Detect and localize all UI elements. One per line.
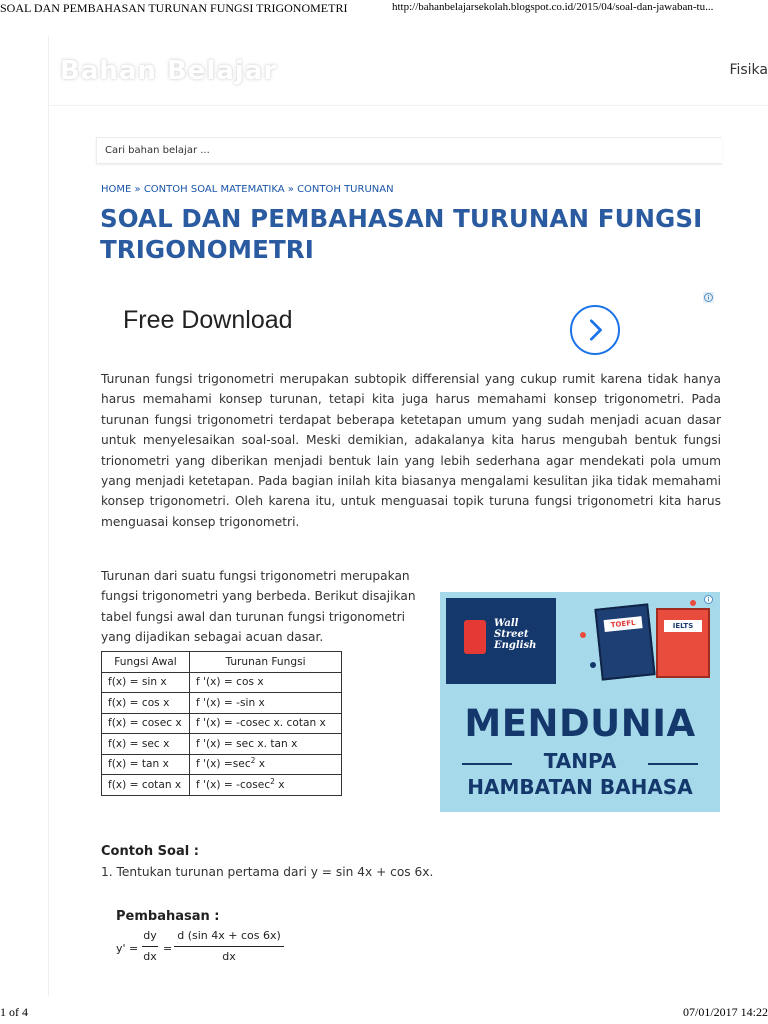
- fraction-bar: [142, 946, 158, 947]
- print-footer: [0, 1002, 768, 1024]
- table-cell-function: f(x) = cotan x: [102, 775, 190, 796]
- wse-logo-block: [446, 598, 556, 684]
- breadcrumb: [101, 184, 394, 195]
- search-input[interactable]: [97, 138, 722, 163]
- fraction-bar: [174, 946, 284, 947]
- formula-lhs: y' =: [116, 942, 139, 955]
- wse-logo-icon: [464, 620, 486, 654]
- decor-dot: [590, 662, 596, 668]
- fraction-numerator: d (sin 4x + cos 6x): [177, 929, 281, 942]
- ad-headline-sub: TANPA: [543, 749, 617, 773]
- breadcrumb-contoh-soal-matematika[interactable]: CONTOH SOAL MATEMATIKA: [143, 184, 285, 195]
- search-box: [96, 137, 722, 164]
- content-left-border: [48, 36, 49, 996]
- table-cell-derivative: f '$(x) =\sec^2$ x: [190, 754, 342, 775]
- table-row: [102, 713, 342, 734]
- table-row: [102, 754, 342, 775]
- contoh-soal-heading: Contoh Soal :: [101, 844, 199, 859]
- ad-headline[interactable]: Free Download: [123, 306, 293, 334]
- table-cell-function: f(x) = cosec x: [102, 713, 190, 734]
- fraction-derivative: [174, 929, 284, 963]
- pembahasan-heading: Pembahasan :: [116, 909, 220, 924]
- table-cell-derivative: f '(x) = -sin x: [190, 693, 342, 714]
- ad-headline-main: MENDUNIA: [464, 702, 696, 745]
- table-row: [102, 672, 342, 693]
- breadcrumb-separator: »: [131, 184, 144, 195]
- ad-banner-side[interactable]: [440, 592, 720, 812]
- breadcrumb-contoh-turunan[interactable]: CONTOH TURUNAN: [297, 184, 394, 195]
- book-label: TOEFL: [604, 616, 643, 632]
- site-logo[interactable]: Bahan Belajar: [60, 56, 278, 86]
- decor-dot: [580, 632, 586, 638]
- post-title: SOAL DAN PEMBAHASAN TURUNAN FUNGSI TRIGONOMETRI: [100, 204, 703, 264]
- table-cell-derivative: f '(x) = sec x. tan x: [190, 734, 342, 755]
- formula-equals: =: [163, 942, 173, 955]
- ad-brand: Wall Street English: [494, 618, 537, 651]
- table-row: [102, 775, 342, 796]
- decor-dot: [690, 600, 696, 606]
- fraction-denominator: dx: [222, 950, 236, 963]
- table-intro-paragraph: Turunan dari suatu fungsi trigonometri merupakan fungsi trigonometri yang berbeda. Berikut disajikan tabel fungsi awal dan turunan fungsi trigonometri yang dijadikan sebagai acuan dasar.: [101, 569, 416, 645]
- column-header: Turunan Fungsi: [190, 652, 342, 673]
- fraction-numerator: dy: [143, 929, 157, 942]
- site-header: [48, 36, 768, 106]
- print-header: [0, 0, 768, 20]
- table-cell-function: f(x) = sec x: [102, 734, 190, 755]
- table-row: [102, 693, 342, 714]
- table-cell-function: f(x) = sin x: [102, 672, 190, 693]
- table-header-row: [102, 652, 342, 673]
- breadcrumb-home[interactable]: HOME: [101, 184, 132, 195]
- print-datetime: 07/01/2017 14:22: [682, 1005, 768, 1019]
- breadcrumb-separator: »: [284, 184, 298, 195]
- derivative-table: [101, 651, 342, 796]
- table-cell-function: f(x) = cos x: [102, 693, 190, 714]
- ad-info-icon[interactable]: [703, 594, 714, 605]
- table-row: [102, 734, 342, 755]
- print-page-number: 1 of 4: [0, 1005, 28, 1019]
- book-icon: [594, 603, 655, 680]
- ad-banner-top[interactable]: [100, 290, 720, 370]
- table-cell-derivative: f '(x) = -cosec x. cotan x: [190, 713, 342, 734]
- chevron-right-icon[interactable]: [570, 305, 620, 355]
- ad-info-icon[interactable]: [703, 292, 714, 303]
- table-cell-function: f(x) = tan x: [102, 754, 190, 775]
- ad-headline-sub: HAMBATAN BAHASA: [467, 775, 693, 799]
- table-cell-derivative: f '(x) = -cosec$^2$ x: [190, 775, 342, 796]
- question-1: 1. Tentukan turunan pertama dari y = sin 4x + cos 6x.: [101, 865, 434, 879]
- fraction-dy-dx: [142, 929, 158, 963]
- print-page-title: SOAL DAN PEMBAHASAN TURUNAN FUNGSI TRIGONOMETRI: [0, 1, 348, 15]
- book-label: IELTS: [664, 620, 702, 632]
- fraction-denominator: dx: [143, 950, 157, 963]
- book-icon: [656, 608, 710, 678]
- nav-item-fisika[interactable]: Fisika: [729, 62, 768, 78]
- table-cell-derivative: f '(x) = cos x: [190, 672, 342, 693]
- column-header: Fungsi Awal: [102, 652, 190, 673]
- intro-paragraph: Turunan fungsi trigonometri merupakan subtopik differensial yang cukup rumit karena tidak hanya harus memahami konsep turunan, tetapi kita juga harus memahami konsep trigonometri. Pada turunan fungsi trigonometri terdapat beberapa ketetapan umum yang sudah menjadi acuan dasar untuk menyelesaikan soal-soal. Meski demikian, adakalanya kita harus mengubah bentuk fungsi trionometri yang diberikan menjadi bentuk lain yang lebih sederhana agar mendekati pola umum yang menjadi ketetapan. Pada bagian inilah kita biasanya mengalami kesulitan jika tidak memahami konsep trigonometri. Oleh karena itu, untuk menguasai topik turuna fungsi trigonometri kita harus menguasai konsep trigonometri.: [101, 372, 721, 529]
- print-page-url: http://bahanbelajarsekolah.blogspot.co.id/2015/04/soal-dan-jawaban-tu...: [392, 1, 714, 13]
